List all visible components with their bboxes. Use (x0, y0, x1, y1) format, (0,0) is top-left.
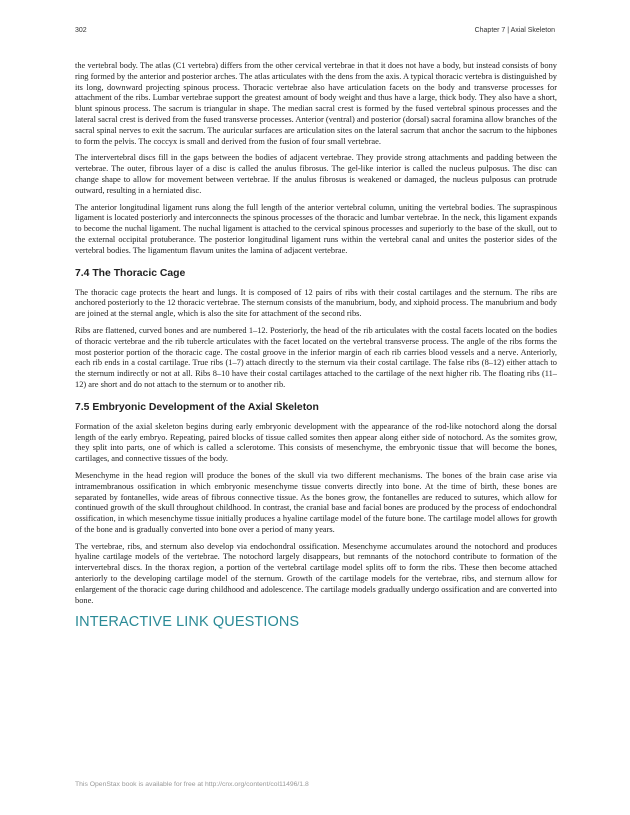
paragraph: The anterior longitudinal ligament runs along the full length of the anterior vertebral column, uniting the vertebral bodies. The supraspinous ligament is located posteriorly and interconnects the spinous processes of the thoracic and lumbar vertebrae. In the neck, this ligament expands to become the nuchal ligament. The nuchal ligament is attached to the cervical spinous processes and superiorly to the base of the skull, out to the external occipital protuberance. The posterior longitudinal ligament runs within the vertebral canal and unites the posterior sides of the vertebral bodies. The ligamentum flavum unites the lamina of adjacent vertebrae. (75, 202, 557, 255)
section-heading-embryonic-development: 7.5 Embryonic Development of the Axial Skeleton (75, 401, 319, 413)
section-heading-thoracic-cage: 7.4 The Thoracic Cage (75, 267, 186, 279)
paragraph: the vertebral body. The atlas (C1 vertebra) differs from the other cervical vertebrae in that it does not have a body, but instead consists of bony ring formed by the anterior and posterior arches. The atlas articulates with the dens from the axis. A typical thoracic vertebra is distinguished by its long, downward projecting spinous process. Thoracic vertebrae also have articulation facets on the body and transverse processes for attachment of the ribs. Lumbar vertebrae support the greatest amount of body weight and thus have a large, thick body. They also have a short, blunt spinous process. The sacrum is triangular in shape. The median sacral crest is formed by the fused vertebral spinous processes and the lateral sacral crest is derived from the fused transverse processes. Anterior (ventral) and posterior (dorsal) sacral foramina allow branches of the sacral spinal nerves to exit the sacrum. The auricular surfaces are articulation sites on the lateral sacrum that anchor the sacrum to the hipbones to form the pelvis. The coccyx is small and derived from the fusion of four small vertebrae. (75, 61, 557, 146)
page-footer: This OpenStax book is available for free at http://cnx.org/content/col11496/1.8 (75, 781, 309, 788)
paragraph: The intervertebral discs fill in the gaps between the bodies of adjacent vertebrae. They provide strong attachments and padding between the vertebrae. The outer, fibrous layer of a disc is called the anulus fibrosus. The gel-like interior is called the nucleus pulposus. The disc can change shape to allow for movement between vertebrae. If the anulus fibrosus is weakened or damaged, the nucleus pulposus can protrude outward, resulting in a herniated disc. (75, 153, 557, 195)
paragraph: The thoracic cage protects the heart and lungs. It is composed of 12 pairs of ribs with their costal cartilages and the sternum. The ribs are anchored posteriorly to the 12 thoracic vertebrae. The sternum consists of the manubrium, body, and xiphoid process. The manubrium and body are joined at the sternal angle, which is also the site for attachment of the second ribs. (75, 287, 557, 319)
page-number: 302 (75, 27, 87, 34)
paragraph: Mesenchyme in the head region will produce the bones of the skull via two different mechanisms. The bones of the brain case arise via intramembranous ossification in which embryonic mesenchyme tissue converts directly into bone. At the time of birth, these bones are separated by fontanelles, wide areas of fibrous connective tissue. As the bones grow, the fontanelles are reduced to sutures, which allow for continued growth of the skull throughout childhood. In contrast, the cranial base and facial bones are produced by the process of endochondral ossification, in which mesenchyme tissue initially produces a hyaline cartilage model of the future bone. The cartilage model allows for growth of the bone and is gradually converted into bone over a period of many years. (75, 470, 557, 534)
paragraph: The vertebrae, ribs, and sternum also develop via endochondral ossification. Mesenchyme accumulates around the notochord and produces hyaline cartilage models of the vertebrae. The notochord largely disappears, but remnants of the notochord contribute to formation of the intervertebral discs. In the thorax region, a portion of the vertebral cartilage model splits off to form the ribs. These then become attached anteriorly to the developing cartilage model of the sternum. Growth of the cartilage models for the vertebrae, ribs, and sternum allow for enlargement of the thoracic cage during childhood and adolescence. The cartilage models gradually undergo ossification and are converted into bone. (75, 541, 557, 605)
paragraph: Ribs are flattened, curved bones and are numbered 1–12. Posteriorly, the head of the rib articulates with the costal facets located on the bodies of thoracic vertebrae and the rib tubercle articulates with the facet located on the vertebral transverse process. The angle of the ribs forms the most posterior portion of the thoracic cage. The costal groove in the inferior margin of each rib carries blood vessels and a nerve. Anteriorly, each rib ends in a costal cartilage. True ribs (1–7) attach directly to the sternum via their costal cartilage. The false ribs (8–12) either attach to the sternum indirectly or not at all. Ribs 8–10 have their costal cartilages attached to the cartilage of the next higher rib. The floating ribs (11–12) are short and do not attach to the sternum or to another rib. (75, 325, 557, 389)
interactive-link-questions-heading: INTERACTIVE LINK QUESTIONS (75, 614, 300, 631)
paragraph: Formation of the axial skeleton begins during early embryonic development with the appearance of the rod-like notochord along the dorsal length of the early embryo. Repeating, paired blocks of tissue called somites then appear along either side of notochord. As the somites grow, they split into parts, one of which is called a sclerotome. This consists of mesenchyme, the embryonic tissue that will become the bones, cartilages, and connective tissues of the body. (75, 421, 557, 464)
chapter-title: Chapter 7 | Axial Skeleton (474, 27, 555, 34)
page-header (75, 27, 555, 39)
page-content (75, 61, 557, 630)
